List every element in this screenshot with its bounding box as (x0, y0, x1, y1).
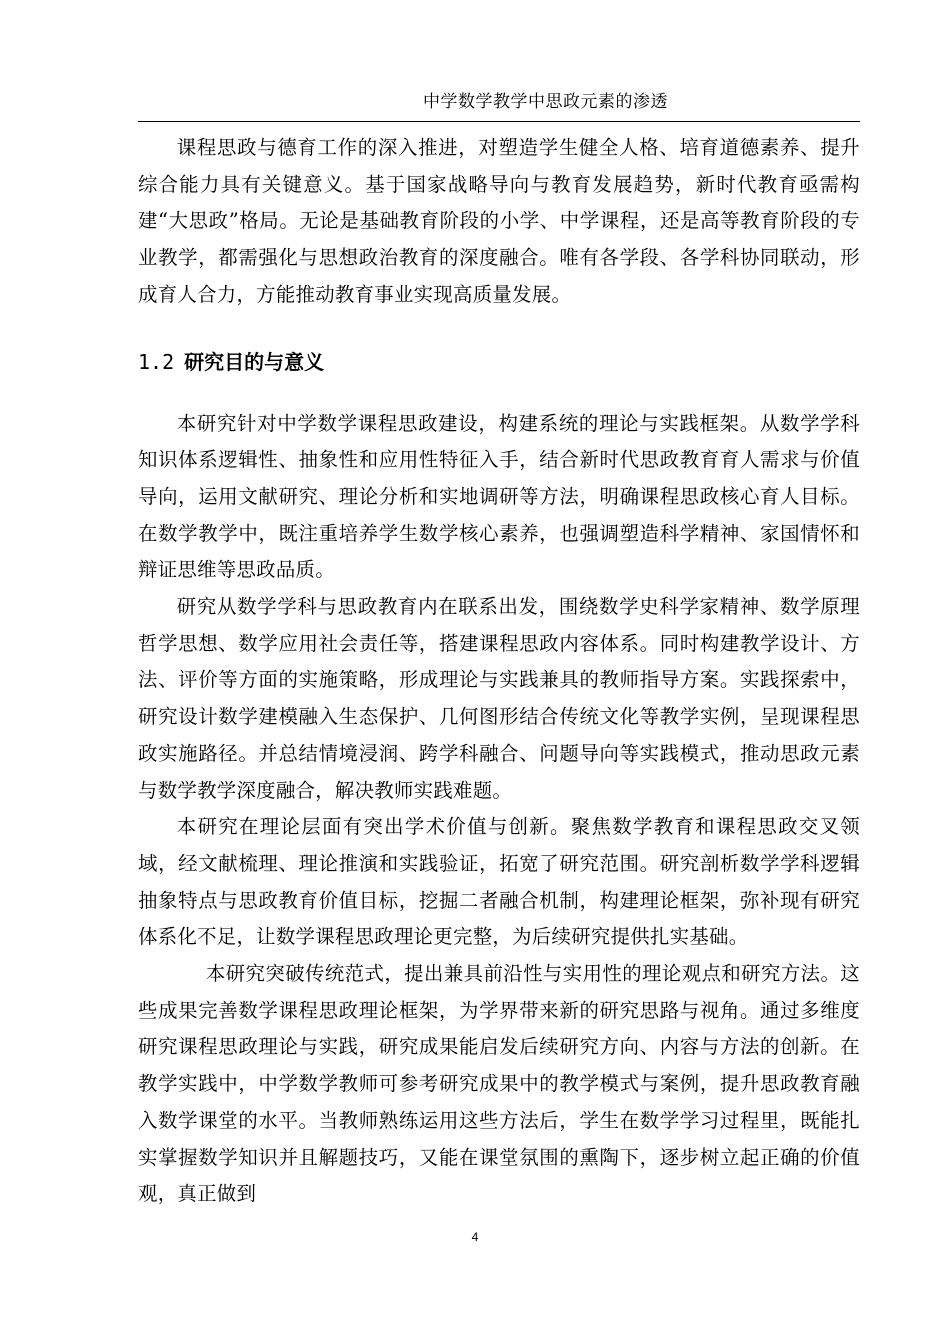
section-heading (138, 346, 860, 378)
page-number: 4 (471, 1230, 479, 1244)
running-header-title: 中学数学教学中思政元素的渗透 (423, 92, 668, 112)
body-paragraph-2: 研究从数学学科与思政教育内在联系出发，围绕数学史科学家精神、数学原理哲学思想、数学应用社会责任等，搭建课程思政内容体系。同时构建教学设计、方法、评价等方面的实施策略，形成理论与实践兼具的教师指导方案。实践探索中，研究设计数学建模融入生态保护、几何图形结合传统文化等教学实例，呈现课程思政实施路径。并总结情境浸润、跨学科融合、问题导向等实践模式，推动思政元素与数学教学深度融合，解决教师实践难题。 (138, 595, 860, 802)
section-title: 研究目的与意义 (184, 349, 325, 374)
section-number: 1.2 (138, 349, 175, 374)
body-paragraph-1: 本研究针对中学数学课程思政建设，构建系统的理论与实践框架。从数学学科知识体系逻辑性、抽象性和应用性特征入手，结合新时代思政教育育人需求与价值导向，运用文献研究、理论分析和实地调研等方法，明确课程思政核心育人目标。在数学教学中，既注重培养学生数学核心素养，也强调塑造科学精神、家国情怀和辩证思维等思政品质。 (138, 411, 860, 582)
page-body (138, 130, 860, 1213)
intro-paragraph: 课程思政与德育工作的深入推进，对塑造学生健全人格、培育道德素养、提升综合能力具有关键意义。基于国家战略导向与教育发展趋势，新时代教育亟需构建“大思政”格局。无论是基础教育阶段的小学、中学课程，还是高等教育阶段的专业教学，都需强化与思想政治教育的深度融合。唯有各学段、各学科协同联动，形成育人合力，方能推动教育事业实现高质量发展。 (138, 136, 860, 306)
body-paragraph-4: 本研究突破传统范式，提出兼具前沿性与实用性的理论观点和研究方法。这些成果完善数学课程思政理论框架，为学界带来新的研究思路与视角。通过多维度研究课程思政理论与实践，研究成果能启发后续研究方向、内容与方法的创新。在教学实践中，中学数学教师可参考研究成果中的教学模式与案例，提升思政教育融入数学课堂的水平。当教师熟练运用这些方法后，学生在数学学习过程里，既能扎实掌握数学知识并且解题技巧，又能在课堂氛围的熏陶下，逐步树立起正确的价值观，真正做到 (138, 962, 860, 1206)
running-header (138, 88, 860, 122)
body-paragraph-3: 本研究在理论层面有突出学术价值与创新。聚焦数学教育和课程思政交叉领域，经文献梳理、理论推演和实践验证，拓宽了研究范围。研究剖析数学学科逻辑抽象特点与思政教育价值目标，挖掘二者融合机制，构建理论框架，弥补现有研究体系化不足，让数学课程思政理论更完整，为后续研究提供扎实基础。 (138, 815, 860, 949)
